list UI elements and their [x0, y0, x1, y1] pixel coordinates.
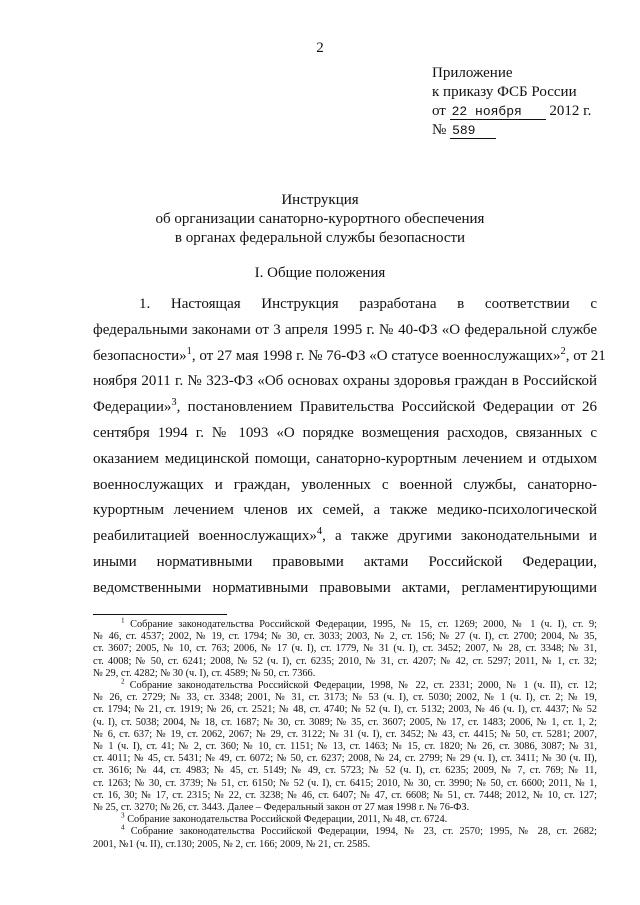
footnote-text: Собрание законодательства Российской Федерации, 1994, № 23, ст. 2570; 1995, № 28, ст. 2682;	[130, 826, 597, 838]
footnote-line	[93, 616, 597, 631]
title-line-3: в органах федеральной службы безопасности	[174, 230, 466, 246]
footnote-line: ст. 3607; 2005, № 10, ст. 763; 2006, № 17 (ч. I), ст. 1779, № 31 (ч. I), ст. 3452; 2007, № 28, ст. 3348; № 31,	[93, 643, 597, 655]
body-line: курортным лечением членов их семей, а также медико-психологической	[93, 502, 597, 519]
footnotes	[93, 616, 598, 851]
footnote-mark: 1	[121, 616, 125, 625]
footnote-line	[93, 826, 597, 838]
footnote-ref: 4	[316, 526, 323, 538]
footnote-line: № 29, ст. 4282; № 30 (ч. I), ст. 4589; № 50, ст. 7366.	[93, 667, 316, 679]
body-line: оказанием медицинской помощи, санаторно-курортным лечением и отдыхом	[93, 450, 597, 467]
footnote-mark: 4	[121, 824, 125, 833]
appendix-order-ref: к приказу ФСБ России	[432, 84, 577, 100]
date-value: 22 ноября	[450, 104, 546, 120]
appendix-number-line	[432, 121, 591, 140]
body-paragraph	[93, 292, 606, 602]
appendix-label: Приложение	[432, 65, 513, 81]
title-line-1: Инструкция	[281, 192, 359, 208]
footnote-line	[93, 677, 598, 692]
body-line: военнослужащих и граждан, уволенных с военной службы, санаторно-	[93, 476, 597, 493]
body-fragment: реабилитацией военнослужащих»	[93, 528, 317, 545]
body-fragment: , от 27 мая 1998 г. № 76-ФЗ «О статусе военнослужащих»	[191, 347, 561, 364]
footnote-line: № 46, ст. 4537; 2002, № 19, ст. 1794; № 30, ст. 3033; 2003, № 2, ст. 156; № 27 (ч. I), ст. 2700; 2004, № 35,	[93, 631, 597, 643]
section-heading: I. Общие положения	[254, 265, 386, 281]
number-prefix: №	[432, 122, 447, 138]
footnote-line: ст. 1263; № 30, ст. 3739; № 51, ст. 6150; № 52 (ч. I), ст. 6415; 2010, № 30, ст. 3990; № 50, ст. 6600; 2011, № 1,	[93, 777, 597, 789]
body-fragment: Федерации»	[93, 399, 172, 416]
footnote-line: № 26, ст. 2729; № 33, ст. 3348; 2001, № 31, ст. 3173; № 53 (ч. I), ст. 5030; 2002, № 1 (ч. I), ст. 2; № 19,	[93, 692, 597, 704]
footnote-line: № 6, ст. 637; № 19, ст. 2062, 2067; № 29, ст. 3122; № 31 (ч. I), ст. 3452; № 43, ст. 4415; № 50, ст. 5281; 2007,	[93, 728, 597, 740]
number-value: 589	[450, 123, 496, 139]
footnote-ref: 2	[560, 345, 566, 357]
footnote-ref: 3	[171, 397, 177, 409]
footnote-line: ст. 4011; № 45, ст. 5431; № 49, ст. 6072; № 50, ст. 6237; 2008, № 24, ст. 2799; № 29 (ч. I), ст. 3411; № 30 (ч. II),	[93, 753, 597, 765]
body-line	[93, 344, 606, 370]
footnote-line: № 25, ст. 3270; № 26, ст. 3443. Далее – Федеральный закон от 27 мая 1998 г. № 76-ФЗ.	[93, 802, 470, 814]
date-year: 2012 г.	[549, 103, 592, 119]
footnote-line: ст. 3616; № 44, ст. 4983; № 45, ст. 5149; № 49, ст. 5723; № 52 (ч. I), ст. 6235; 2009, № 7, ст. 769; № 11,	[93, 765, 597, 777]
body-line: федеральными законами от 3 апреля 1995 г. № 40-ФЗ «О федеральной службе	[93, 321, 597, 338]
footnote-line: 2001, №1 (ч. II), ст.130; 2005, № 2, ст. 166; 2009, № 21, ст. 2585.	[93, 838, 371, 850]
body-line: 1. Настоящая Инструкция разработана в соответствии с	[139, 296, 597, 312]
footnote-text: Собрание законодательства Российской Федерации, 1995, № 15, ст. 1269; 2000, № 1 (ч. I), ст. 9;	[130, 619, 597, 630]
page-number: 2	[316, 40, 324, 56]
appendix-date-line	[432, 102, 591, 121]
title-line-2: об организации санаторно-курортного обеспечения	[155, 211, 485, 227]
footnote-text: Собрание законодательства Российской Федерации, 2011, № 48, ст. 6724.	[127, 814, 448, 826]
footnote-line: (ч. I), ст. 5038; 2004, № 18, ст. 1687; № 30, ст. 3089; № 35, ст. 3607; 2005, № 17, ст. 1483; 2006, № 1, ст. 1, 2;	[93, 716, 597, 728]
footnote-separator	[93, 614, 227, 615]
body-line: ведомственными нормативными правовыми актами, регламентирующими	[93, 579, 597, 596]
footnote-text: Собрание законодательства Российской Федерации, 1998, № 22, ст. 2331; 2000, № 1 (ч. II), ст. 12;	[129, 680, 598, 692]
body-line: сентября 1994 г. № 1093 «О порядке возмещения расходов, связанных с	[93, 424, 597, 441]
appendix-block	[432, 64, 591, 140]
body-line: ноября 2011 г. № 323-ФЗ «Об основах охраны здоровья граждан в Российской	[93, 373, 597, 390]
body-fragment: , от 21	[565, 347, 606, 364]
footnote-ref: 1	[186, 345, 192, 357]
footnote-mark: 3	[121, 811, 125, 820]
footnote-mark: 2	[121, 677, 125, 686]
body-fragment: безопасности»	[93, 347, 187, 364]
body-line	[93, 524, 597, 550]
footnote-line	[93, 811, 597, 826]
body-line: иными нормативными правовыми актами Российской Федерации,	[93, 553, 597, 570]
body-line	[93, 395, 597, 421]
footnote-line: ст. 16, 30; № 17, ст. 2315; № 22, ст. 3238; № 46, ст. 6407; № 47, ст. 6608; № 51, ст. 7448; 2012, № 10, ст. 127;	[93, 789, 597, 801]
document-title	[0, 191, 640, 248]
body-fragment: , постановлением Правительства Российской Федерации от 26	[176, 399, 597, 416]
footnote-line: № 1 (ч. I), ст. 41; № 2, ст. 360; № 10, ст. 1151; № 13, ст. 1463; № 15, ст. 1820; № 26, ст. 3086, 3087; № 31,	[93, 741, 597, 753]
body-fragment: , а также другими законодательными и	[322, 528, 597, 545]
footnote-line: ст. 1794; № 21, ст. 1919; № 26, ст. 2521; № 48, ст. 4740; № 52 (ч. I), ст. 5132; 2003, № 46 (ч. I), ст. 4437; № 52	[93, 704, 597, 716]
date-prefix: от	[432, 103, 446, 119]
footnote-line: ст. 4008; № 50, ст. 6241; 2008, № 52 (ч. I), ст. 6235; 2010, № 31, ст. 4207; № 42, ст. 5297; 2011, № 1, ст. 32;	[93, 655, 597, 667]
